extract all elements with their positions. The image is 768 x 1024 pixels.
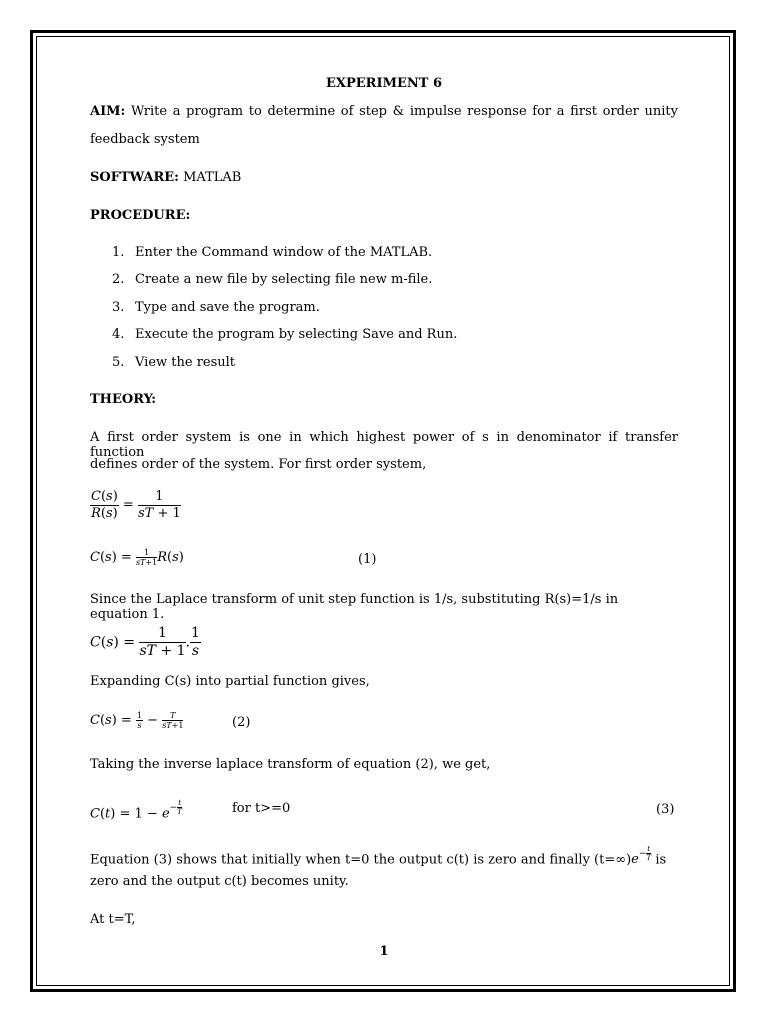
theory-heading: THEORY: [90, 392, 157, 407]
procedure-item [112, 327, 457, 342]
step-response-equation: C(s) = $\frac{1}{sT + 1}$ . $\frac{1}{s}$ [90, 625, 200, 659]
procedure-item-number: 4. [112, 327, 125, 342]
theory-para-1-line-2: defines order of the system. For first order system, [90, 457, 427, 472]
transfer-function-equation: $\frac{C(s)}{R(s)}$ = $\frac{1}{sT + 1}$ [91, 489, 181, 521]
equation-2: C(s) = $\frac{1}{s}$ − $\frac{T}{sT+1}$ [90, 711, 184, 731]
software-value: MATLAB [183, 170, 242, 185]
theory-para-1-line-1: A first order system is one in which highest power of s in denominator if transfer function [90, 430, 678, 460]
procedure-item-text: Type and save the program. [135, 300, 320, 315]
aim-line-2: feedback system [90, 132, 200, 147]
equation-3: $C(t) = 1 - e^{- \frac{t}{T}}$ [90, 799, 182, 822]
exp-term: $e^{- \frac{t}{T}}$ [631, 845, 652, 868]
procedure-item-text: Enter the Command window of the MATLAB. [135, 245, 433, 260]
equation-3-tag: (3) [656, 802, 675, 817]
aim-line-1 [90, 104, 678, 119]
equation-3-condition: for t>=0 [232, 801, 291, 816]
theory-para-4: Taking the inverse laplace transform of equation (2), we get, [90, 757, 491, 772]
procedure-item [112, 300, 320, 315]
equation-2-tag: (2) [232, 715, 251, 730]
theory-para-3: Expanding C(s) into partial function gives, [90, 674, 370, 689]
theory-para-5-text-b: is [655, 852, 667, 868]
document-title: EXPERIMENT 6 [326, 76, 442, 91]
page-number: 1 [379, 944, 389, 959]
procedure-item [112, 245, 432, 260]
procedure-item-number: 2. [112, 272, 125, 287]
theory-para-5-line-1 [90, 847, 678, 867]
software-label: SOFTWARE: [90, 170, 179, 185]
procedure-item-number: 5. [112, 355, 125, 370]
procedure-item-text: Create a new file by selecting file new m-file. [135, 272, 433, 287]
procedure-item-text: View the result [135, 355, 236, 370]
procedure-item [112, 272, 432, 287]
equation-1: C(s) = $\frac{1}{sT+1}$ R(s) [90, 548, 184, 568]
procedure-item-number: 3. [112, 300, 125, 315]
theory-para-6: At t=T, [90, 912, 136, 927]
procedure-item-number: 1. [112, 245, 125, 260]
procedure-heading: PROCEDURE: [90, 208, 191, 223]
aim-text-1: Write a program to determine of step & impulse response for a first order unity [131, 104, 678, 119]
theory-para-5-line-2: zero and the output c(t) becomes unity. [90, 874, 349, 889]
software-line [90, 170, 678, 185]
aim-label: AIM: [90, 104, 126, 119]
theory-para-5-text-a: Equation (3) shows that initially when t=0 the output c(t) is zero and finally (t=∞) [90, 852, 632, 868]
theory-para-2: Since the Laplace transform of unit step function is 1/s, substituting R(s)=1/s in equation 1. [90, 592, 619, 622]
equation-1-tag: (1) [358, 552, 377, 567]
procedure-item [112, 355, 235, 370]
procedure-item-text: Execute the program by selecting Save and Run. [135, 327, 458, 342]
